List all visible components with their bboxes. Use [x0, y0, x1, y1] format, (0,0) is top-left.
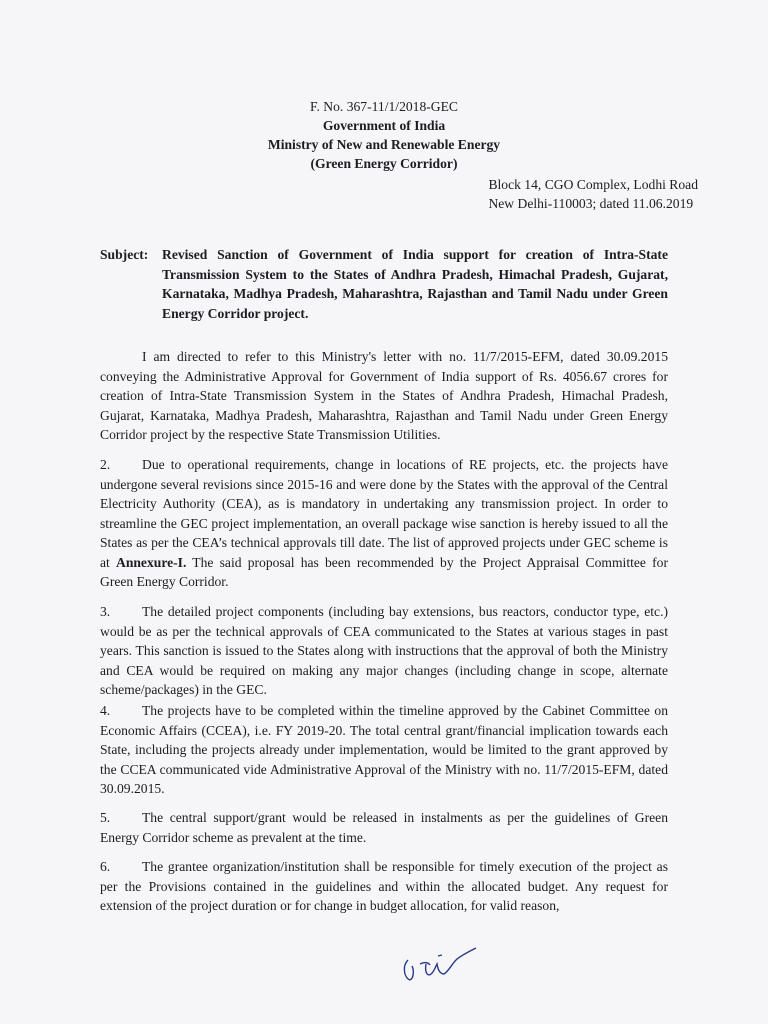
paragraph-4 — [100, 701, 668, 799]
paragraph-2-text-a: Due to operational requirements, change in locations of RE projects, etc. the projects have undergone several revisions since 2015-16 and were done by the States with the approval of the Central Electricity Authority (CEA), as is mandatory in undertaking any transmission project. In order to streamline the GEC project implementation, an overall package wise sanction is hereby issued to all the States as per the CEA’s technical approvals till date. The list of approved projects under GEC scheme is at — [100, 457, 668, 570]
subject-text: Revised Sanction of Government of India support for creation of Intra-State Transmission System to the States of Andhra Pradesh, Himachal Pradesh, Gujarat, Karnataka, Madhya Pradesh, Maharashtra, Rajasthan and Tamil Nadu under Green Energy Corridor project. — [162, 247, 668, 321]
header-division: (Green Energy Corridor) — [310, 156, 458, 171]
paragraph-2-text-b: The said proposal has been recommended by the Project Appraisal Committee for Green Energy Corridor. — [100, 554, 668, 589]
paragraph-number: 2. — [100, 457, 111, 472]
address-line-2: New Delhi-110003; dated 11.06.2019 — [488, 196, 694, 211]
paragraph-2 — [100, 455, 668, 592]
paragraph-4-text: The projects have to be completed within the timeline approved by the Cabinet Committee on Economic Affairs (CCEA), i.e. FY 2019-20. The total central grant/financial implication towards each State, including the projects already under implementation, would be limited to the grant approved by the CCEA communicated vide Administrative Approval of the Ministry with no. 11/7/2015-EFM, dated 30.09.2015. — [100, 703, 668, 796]
subject-label: Subject: — [100, 247, 149, 262]
subject-block — [100, 245, 668, 323]
paragraph-3-text: The detailed project components (including bay extensions, bus reactors, conductor type, etc.) would be as per the technical approvals of CEA communicated to the States at various stages in past years. This sanction is issued to the States along with instructions that the approval of both the Ministry and CEA would be required on making any major changes (including change in scope, alternate scheme/packages) in the GEC. — [100, 604, 668, 697]
handwritten-initials — [398, 944, 488, 984]
paragraph-1: I am directed to refer to this Ministry's letter with no. 11/7/2015-EFM, dated 30.09.2015 conveying the Administrative Approval for Government of India support of Rs. 4056.67 crores for creation of Intra-State Transmission System in the States of Andhra Pradesh, Himachal Pradesh, Gujarat, Karnataka, Madhya Pradesh, Maharashtra, Rajasthan and Tamil Nadu under Green Energy Corridor project by the respective State Transmission Utilities. — [100, 349, 668, 442]
letter-header — [0, 97, 768, 173]
header-ministry: Ministry of New and Renewable Energy — [267, 137, 501, 152]
paragraph-6-text: The grantee organization/institution shall be responsible for timely execution of the project as per the Provisions contained in the guidelines and within the allocated budget. Any request for extension of the project duration or for change in budget allocation, for valid reason, — [100, 859, 668, 913]
file-number: F. No. 367-11/1/2018-GEC — [310, 99, 458, 114]
address-block — [488, 175, 698, 213]
annexure-reference: Annexure-I. — [116, 554, 187, 570]
paragraph-3 — [100, 602, 668, 700]
paragraph-6 — [100, 857, 668, 916]
paragraph-number: 4. — [100, 703, 111, 718]
address-line-1: Block 14, CGO Complex, Lodhi Road — [488, 177, 698, 192]
paragraph-number: 6. — [100, 859, 111, 874]
paragraph-5-text: The central support/grant would be released in instalments as per the guidelines of Green Energy Corridor scheme as prevalent at the time. — [100, 810, 668, 845]
paragraph-number: 5. — [100, 810, 111, 825]
paragraph-5 — [100, 808, 668, 847]
header-government: Government of India — [322, 118, 446, 133]
paragraph-number: 3. — [100, 604, 111, 619]
